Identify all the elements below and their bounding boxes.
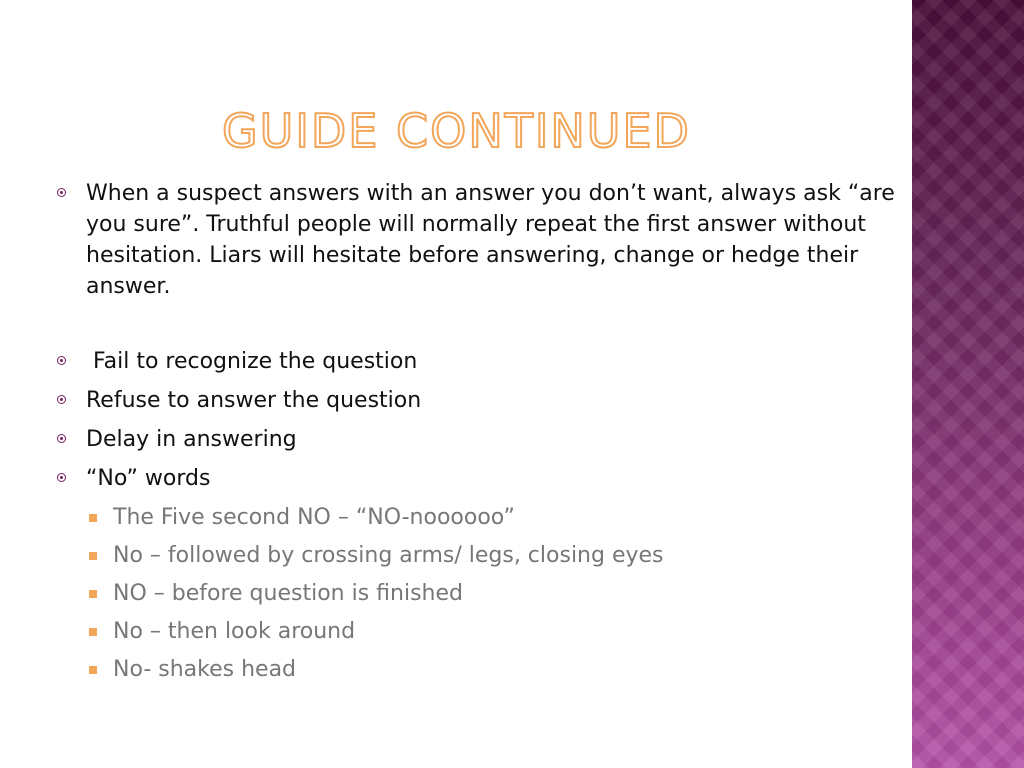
decorative-side-band	[912, 0, 1024, 768]
circle-bullet-icon	[57, 188, 66, 197]
bullet-text: When a suspect answers with an answer you don’t want, always ask “are you sure”. Truthful people will normally repeat the first answer without hesitation. Liars will hesitate before answering, change or hedge their answer.	[86, 181, 895, 299]
bullet-text: “No” words	[86, 466, 211, 491]
circle-bullet-icon	[57, 395, 66, 404]
square-bullet-icon	[89, 666, 97, 674]
circle-bullet-icon	[57, 434, 66, 443]
sub-bullet-item	[56, 578, 926, 609]
bullet-item	[56, 463, 926, 494]
bullet-text: Refuse to answer the question	[86, 388, 422, 413]
square-bullet-icon	[89, 628, 97, 636]
sub-bullet-text: No – then look around	[113, 619, 356, 644]
sub-bullet-text: No- shakes head	[113, 657, 297, 682]
square-bullet-icon	[89, 590, 97, 598]
bullet-item	[56, 346, 926, 377]
square-bullet-icon	[89, 514, 97, 522]
slide-content	[56, 178, 926, 692]
sub-bullet-text: NO – before question is finished	[113, 581, 463, 606]
square-bullet-icon	[89, 552, 97, 560]
bullet-item	[56, 385, 926, 416]
bullet-text: Delay in answering	[86, 427, 297, 452]
sub-bullet-text: The Five second NO – “NO-noooooo”	[113, 505, 515, 530]
sub-bullet-item	[56, 654, 926, 685]
sub-bullet-text: No – followed by crossing arms/ legs, closing eyes	[113, 543, 664, 568]
bullet-item	[56, 424, 926, 455]
sub-bullet-item	[56, 616, 926, 647]
circle-bullet-icon	[57, 473, 66, 482]
bullet-item	[56, 178, 926, 302]
slide-title: GUIDE CONTINUED	[222, 104, 691, 158]
bullet-text: Fail to recognize the question	[86, 349, 418, 374]
sub-bullet-item	[56, 540, 926, 571]
circle-bullet-icon	[57, 356, 66, 365]
sub-bullet-item	[56, 502, 926, 533]
